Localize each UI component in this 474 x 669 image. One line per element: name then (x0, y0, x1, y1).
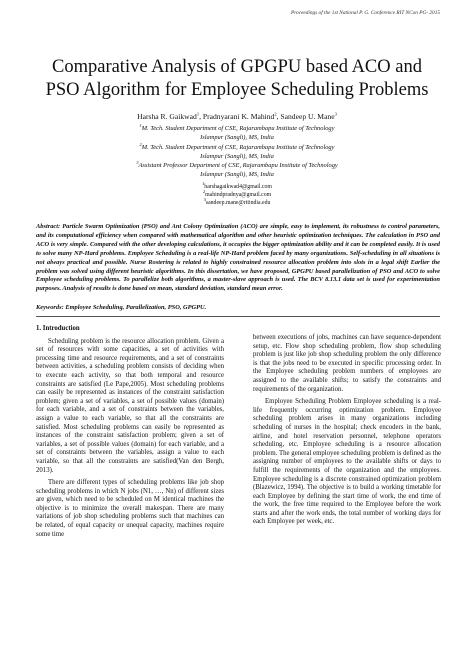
abstract-label: Abstract: (36, 223, 61, 230)
abstract-text: Particle Swarm Optimization (PSO) and Ant Colony Optimization (ACO) are simple, easy to implement, its robustness to control parameters, and its computational efficiency when compared with mathematical algorithm and other heuristic optimization techniques. The calculation in PSO and ACO is very simple. Compared with the other developing calculations, it occupies the bigger optimization ability and it can be completed easily. It is used to solve many NP-Hard problems. Employee Scheduling is a real-life NP-Hard problem faced by many organizations. Self-scheduling in all situations is not always practical and possible. Nurse Rostering is related to highly constrained resource allocation problem into slots in a legal shift Earlier the problem was solved using different heuristic algorithms. In this dissertation, we have proposed, GPGPU based parallelization of PSO and ACO to solve Employee scheduling problems. To parallelize both algorithms, a master-slave approach is used. The BCV 8.13.1 data set is used for experimentation purposes. Analysis of results is done based on mean, standard deviation, standard mean error. (36, 223, 440, 293)
author-2: Pradnyarani K. Mahind (202, 112, 275, 121)
affiliations (0, 124, 474, 180)
affiliation-2: $^2$M. Tech. Student Department of CSE, Rajarambapu Institute of Technology (139, 141, 335, 151)
section-divider (36, 316, 440, 317)
affiliation-3-location: Islampur (Sangli), MS, India (200, 171, 274, 179)
email-list (0, 183, 474, 207)
running-header: Proceedings of the 1st National P. G. Conference RIT NCon PG- 2015 (290, 10, 440, 16)
right-column (253, 334, 441, 531)
author-list: Harsha R. Gaikwad$^1$, Pradnyarani K. Mahind$^2$, Sandeep U. Mane$^3$ (137, 111, 337, 121)
title-line-1: Comparative Analysis of GPGPU based ACO and (52, 57, 422, 77)
paper-title (0, 56, 474, 102)
affiliation-1: $^1$M. Tech. Student Department of CSE, Rajarambapu Institute of Technology (139, 122, 335, 132)
affiliation-1-location: Islampur (Sangli), MS, India (200, 134, 274, 142)
paragraph: Scheduling problem is the resource allocation problem. Given a set of resources with some capacities, a set of activities with processing time and resource requirements, and a set of constraints between activities, a scheduling problem consists of deciding when to execute each activity, so that both temporal and resource constraints are satisfied (Le Pape,2005). Most scheduling problems can easily be represented as instances of the constraint satisfaction problem; given a set of variables, a set of possible values (domain) for each variable, and a set of constraints between the variables, assign a value to each variable, so that all the constraints are satisfied. Most scheduling problems can easily be represented as instances of the constraint satisfaction problem; given a set of variables, a set of possible values (domain) for each variable, and a set of constraints between the variables, assign a value to each variable, so that all the constraints are satisfied(Van den Bergh, 2013). (36, 337, 224, 474)
email-1: $^1$harshagaikwad4@gmail.com (202, 181, 272, 190)
abstract (36, 223, 440, 294)
email-2: $^2$mahindpradnya@gmail.com (202, 189, 272, 198)
paragraph: between executions of jobs, machines can have sequence-dependent setup, etc. Flow shop scheduling problem, flow shop scheduling problem is just like job shop scheduling problem the only difference is that the jobs need to be executed in specific processing order. In the Employee scheduling problem numbers of employees are assigned to the available shifts; to satisfy the constraints and requirements of the organization. (253, 334, 441, 393)
section-heading: 1. Introduction (36, 325, 80, 332)
keywords-label: Keywords: (36, 304, 64, 311)
author-1: Harsha R. Gaikwad (137, 112, 197, 121)
author-3-mark: 3 (334, 111, 337, 117)
title-line-2: PSO Algorithm for Employee Scheduling Problems (45, 80, 429, 100)
keywords-text: Employee Scheduling, Parallelization, PSO, GPGPU. (65, 304, 207, 311)
left-column (36, 325, 224, 543)
author-2-mark: 2 (274, 111, 277, 117)
paragraph: Employee Scheduling Problem Employee scheduling is a real-life frequently occurring optimization problem. Employee scheduling problem arises in many organizations including scheduling of nurses in the hospital; check encoders in the bank, airline, and hotel reservation personnel, telephone operators scheduling, etc. Employee scheduling is a resource allocation problem. The general employee scheduling problem is defined as the assigning number of employees to the available shifts or days to fulfill the requirements of the organization and the employees. Employee scheduling is a discrete constrained optimization problem (Blazewicz, 1994). The objective is to build a working timetable for each Employee by defining the start time of work, the end time of the work, the free time required to the Employee before the work starts and after the work ends, the total number of working days for each Employee per week, etc. (253, 398, 441, 526)
email-3: $^3$sandeep.mane@ritindia.edu (203, 197, 271, 206)
keywords (36, 304, 440, 311)
paragraph: There are different types of scheduling problems like job shop scheduling problems in which N jobs (N1, …, Nn) of different sizes are given, which need to be scheduled on M identical machines the objective is to minimize the overall makespan. There are many variations of job shop scheduling problems such that machines can be related, of equal capacity or unequal capacity, machines require some time (36, 479, 224, 538)
author-1-mark: 1 (196, 111, 200, 117)
affiliation-3: $^3$Assistant Professor Department of CSE, Rajarambapu Institute of Technology (136, 160, 338, 170)
author-3: Sandeep U. Mane (280, 112, 335, 121)
affiliation-2-location: Islampur (Sangli), MS, India (200, 152, 274, 160)
